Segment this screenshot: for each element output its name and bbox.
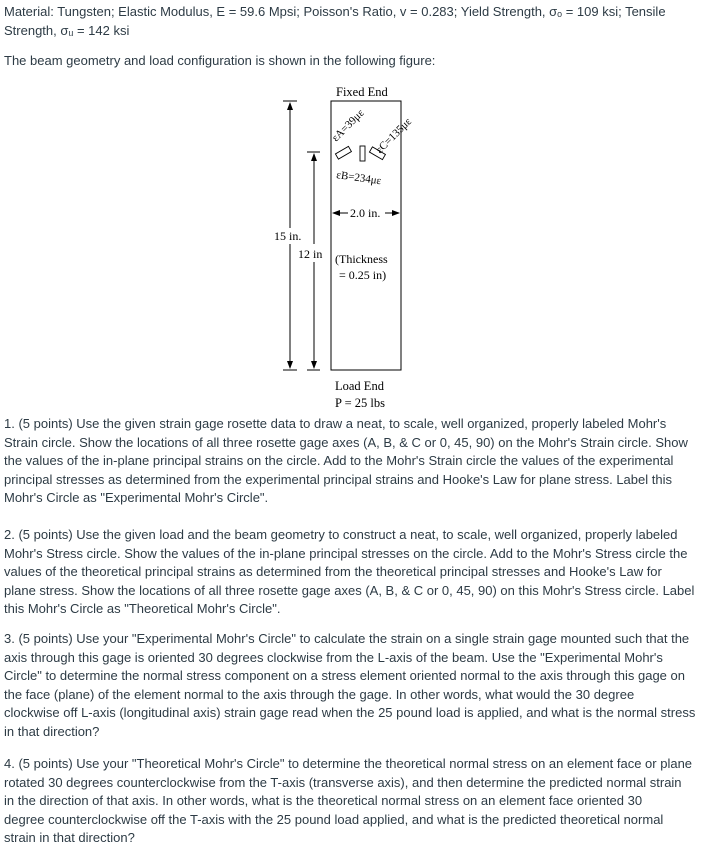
q4-line: degree counterclockwise off the T-axis with the 25 pound load applied, and what is the predicted theoretical normal — [4, 811, 664, 827]
q1-line: Mohr's Circle as "Experimental Mohr's Circle". — [4, 490, 269, 505]
q3-line: the face (plane) of the element normal to the axis through the gage. In other words, what would the 30 degree — [4, 686, 635, 702]
q4-line: rotated 30 degrees counterclockwise from the T-axis (transverse axis), and then determine the predicted normal strain — [4, 774, 682, 790]
gage-c-label: εC=135με — [373, 115, 415, 157]
q4-line: 4. (5 points) Use your "Theoretical Mohr's Circle" to determine the theoretical normal stress on an element face or plane — [4, 756, 693, 771]
material-line-1: Material: Tungsten; Elastic Modulus, E = 59.6 Mpsi; Poisson's Ratio, v = 0.283; Yield Strength, σₒ = 109 ksi; Tensile — [4, 4, 666, 19]
q2-line: values of the theoretical principal strains as determined from the theoretical principal stresses and Hooke's Law for — [4, 564, 662, 579]
q4-line: in the direction of that axis. In other words, what is the theoretical normal stress on an element face oriented 30 — [4, 793, 643, 808]
beam-figure — [0, 0, 716, 420]
q3-line: Circle" to determine the normal stress component on a stress element oriented normal to the axis through this gage on — [4, 668, 685, 683]
thickness-label-line-1: (Thickness — [335, 252, 388, 266]
width-label: 2.0 in. — [350, 206, 381, 220]
q2-line: Mohr's Stress circle. Show the values of the in-plane principal stresses on the circle. Add to the Mohr's Stress circle the — [4, 545, 688, 561]
gage-b-label: εB=234με — [335, 169, 383, 188]
q3-line: 3. (5 points) Use your "Experimental Mohr's Circle" to calculate the strain on a single strain gage mounted such that the — [4, 631, 690, 646]
load-value-label: P = 25 lbs — [335, 396, 385, 410]
q3-line: clockwise off L-axis (longitudinal axis) strain gage read when the 25 pound load is applied, and what is the normal stress — [4, 705, 696, 720]
q2-line: plane stress. Show the locations of all three rosette gage axes (A, B, & C or 0, 45, 90) on this Mohr's Stress circle. Label — [4, 582, 695, 598]
question-2 — [4, 526, 708, 619]
question-1 — [4, 415, 708, 508]
question-3 — [4, 630, 708, 741]
length-12-label: 12 in — [298, 247, 323, 261]
q1-line: principal stresses as determined from the experimental principal strains and Hooke's Law for plane stress. Label this — [4, 471, 672, 487]
intro-text: The beam geometry and load configuration is shown in the following figure: — [4, 53, 436, 68]
thickness-label-line-2: = 0.25 in) — [339, 268, 387, 282]
load-end-label: Load End — [335, 379, 384, 393]
q2-line: this Mohr's Circle as "Theoretical Mohr's Circle". — [4, 601, 281, 616]
q1-line: the values of the in-plane principal strains on the circle. Add to the Mohr's Strain circle the values of the experimental — [4, 453, 674, 468]
q1-line: 1. (5 points) Use the given strain gage rosette data to draw a neat, to scale, well organized, properly labeled Mohr's — [4, 416, 667, 431]
question-4 — [4, 755, 708, 848]
gage-a-grid — [335, 146, 351, 159]
fixed-end-label: Fixed End — [336, 85, 388, 99]
q3-line: in that direction? — [4, 723, 100, 739]
q2-line: 2. (5 points) Use the given load and the beam geometry to construct a neat, to scale, well organized, properly labeled — [4, 527, 678, 542]
material-line-2: Strength, σᵤ = 142 ksi — [4, 22, 130, 38]
length-15-label: 15 in. — [274, 229, 302, 243]
q3-line: axis through this gage is oriented 30 degrees clockwise from the L-axis of the beam. Use the "Experimental Mohr's — [4, 649, 663, 665]
q1-line: Strain circle. Show the locations of all three rosette gage axes (A, B, & C or 0, 45, 90) on the Mohr's Strain circle. Show — [4, 434, 688, 450]
gage-b-grid — [360, 146, 365, 161]
q4-line: strain in that direction? — [4, 830, 135, 845]
gage-a-label: εA=39με — [329, 107, 367, 145]
